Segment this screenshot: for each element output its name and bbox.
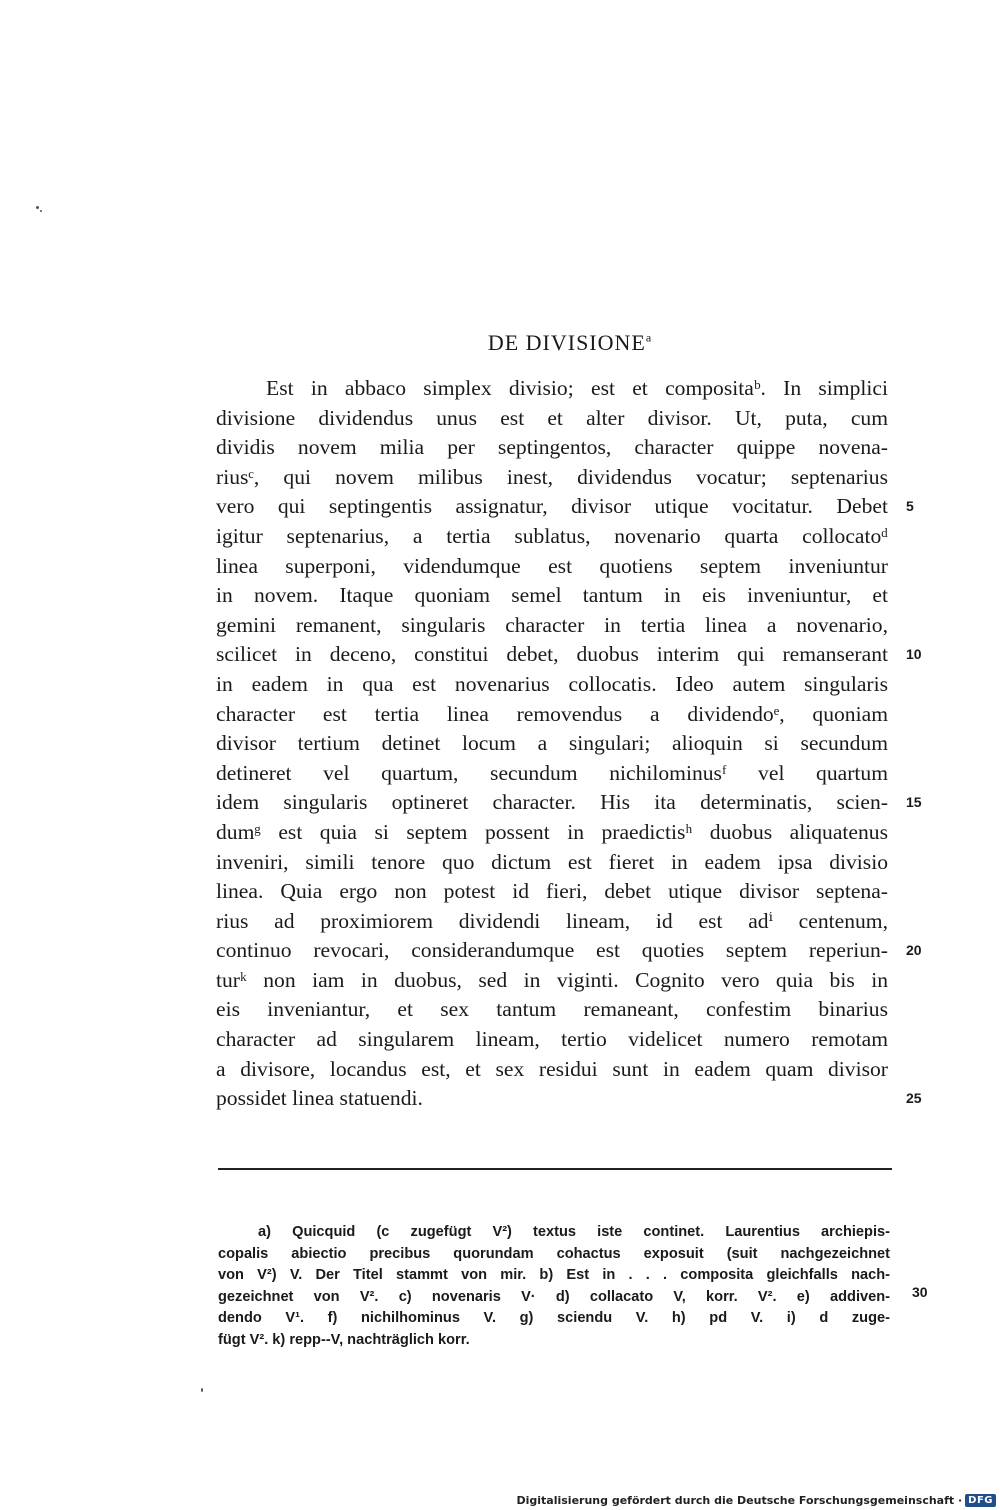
text-line (216, 670, 888, 700)
text-line-content: inveniri, simili tenore quo dictum est fieret in eadem ipsa divisio (216, 849, 888, 874)
footnote-line-content: dendo V¹. f) nichilhominus V. g) sciendu V. h) pd V. i) d zuge- (218, 1310, 890, 1327)
text-line-content: continuo revocari, considerandumque est quoties septem reperiun- (216, 938, 888, 963)
text-line (216, 404, 888, 434)
text-line (216, 611, 888, 641)
footnote-line (218, 1287, 890, 1309)
text-line (216, 374, 888, 404)
text-line (216, 759, 888, 789)
footnote-line (218, 1222, 890, 1244)
text-line-content: a divisore, locandus est, et sex residui sunt in eadem quam divisor (216, 1056, 888, 1081)
footnote-line (218, 1308, 890, 1330)
text-line (216, 581, 888, 611)
scan-speck (201, 1388, 203, 1392)
footnote-line-number: 30 (912, 1284, 928, 1300)
text-line-content: vero qui septingentis assignatur, divisor utique vocitatur. Debet (216, 494, 888, 519)
text-line (216, 818, 888, 848)
text-line-content: possidet linea statuendi. (216, 1086, 423, 1111)
text-line-content: riusᶜ, qui novem milibus inest, dividendus vocatur; septenarius (216, 464, 888, 489)
footnote-line-content: gezeichnet von V². c) novenaris V· d) collacato V, korr. V². e) addiven- (218, 1288, 890, 1305)
text-line (216, 936, 922, 966)
text-line (216, 788, 922, 818)
line-number: 10 (906, 646, 922, 663)
line-number: 20 (906, 942, 922, 959)
text-line (216, 522, 888, 552)
text-line (216, 966, 888, 996)
text-line (216, 1084, 922, 1114)
line-number: 5 (906, 498, 914, 515)
text-line (216, 433, 888, 463)
text-line (216, 640, 922, 670)
title-text: DE DIVISIONE (487, 330, 646, 355)
footnote-line (218, 1265, 890, 1287)
dfg-logo-icon: DFG (965, 1494, 996, 1507)
text-line (216, 729, 888, 759)
line-number: 25 (906, 1090, 922, 1107)
text-line-content: in novem. Itaque quoniam semel tantum in eis inveniuntur, et (216, 583, 888, 608)
text-line-content: character ad singularem lineam, tertio videlicet numero remotam (216, 1027, 888, 1052)
text-line-content: dumᵍ est quia si septem possent in praedictisʰ duobus aliquatenus (216, 819, 888, 844)
text-line-content: divisione dividendus unus est et alter divisor. Ut, puta, cum (216, 405, 888, 430)
page-footer (516, 1494, 996, 1507)
text-line (216, 552, 888, 582)
footnote-line-content: von V²) V. Der Titel stammt von mir. b) Est in . . . composita gleichfalls nach- (218, 1267, 890, 1284)
text-line (216, 463, 888, 493)
line-number: 15 (906, 794, 922, 811)
text-line-content: character est tertia linea removendus a dividendoᵉ, quoniam (216, 701, 888, 726)
footnotes (218, 1222, 890, 1352)
text-line-content: linea superponi, videndumque est quotiens septem inveniuntur (216, 553, 888, 578)
text-line (216, 907, 888, 937)
footnote-line-content: copalis abiectio precibus quorundam cohactus exposuit (suit nachgezeichnet (218, 1245, 890, 1262)
footnote-line (218, 1330, 890, 1352)
text-line-content: rius ad proximiorem dividendi lineam, id est adⁱ centenum, (216, 908, 888, 933)
text-line-content: dividis novem milia per septingentos, character quippe novena- (216, 435, 888, 460)
text-line-content: eis inveniantur, et sex tantum remaneant, confestim binarius (216, 997, 888, 1022)
text-line-content: Est in abbaco simplex divisio; est et compositaᵇ. In simplici (266, 376, 888, 400)
text-line-content: igitur septenarius, a tertia sublatus, novenario quarta collocatoᵈ (216, 523, 888, 548)
text-line (216, 492, 914, 522)
footnote-divider (218, 1168, 892, 1170)
text-line-content: divisor tertium detinet locum a singulari; alioquin si secundum (216, 731, 888, 756)
text-line (216, 877, 888, 907)
text-line (216, 700, 888, 730)
text-line-content: gemini remanent, singularis character in tertia linea a novenario, (216, 612, 888, 637)
text-line-content: scilicet in deceno, constitui debet, duobus interim qui remanserant (216, 642, 888, 667)
footer-text: Digitalisierung gefördert durch die Deutsche Forschungsgemeinschaft · (516, 1494, 963, 1507)
main-text (216, 374, 922, 1114)
text-line-content: idem singularis optineret character. His ita determinatis, scien- (216, 790, 888, 815)
text-line (216, 1025, 888, 1055)
footnote-line (218, 1244, 890, 1266)
text-line-content: detineret vel quartum, secundum nichilominusᶠ vel quartum (216, 760, 888, 785)
footnote-line-content: fügt V². k) repp--V, nachträglich korr. (218, 1331, 470, 1348)
text-line (216, 995, 888, 1025)
scan-speck (40, 210, 42, 212)
page-title (0, 330, 1000, 356)
text-line-content: linea. Quia ergo non potest id fieri, debet utique divisor septena- (216, 879, 888, 904)
scan-speck (36, 206, 39, 209)
text-line (216, 848, 888, 878)
footnote-line-content: a) Quicquid (c zugefügt V²) textus iste continet. Laurentius archiepis- (258, 1224, 890, 1240)
title-note-mark: a (645, 330, 653, 345)
text-line-content: turᵏ non iam in duobus, sed in viginti. Cognito vero quia bis in (216, 967, 888, 992)
text-line (216, 1055, 888, 1085)
text-line-content: in eadem in qua est novenarius collocatis. Ideo autem singularis (216, 671, 888, 696)
